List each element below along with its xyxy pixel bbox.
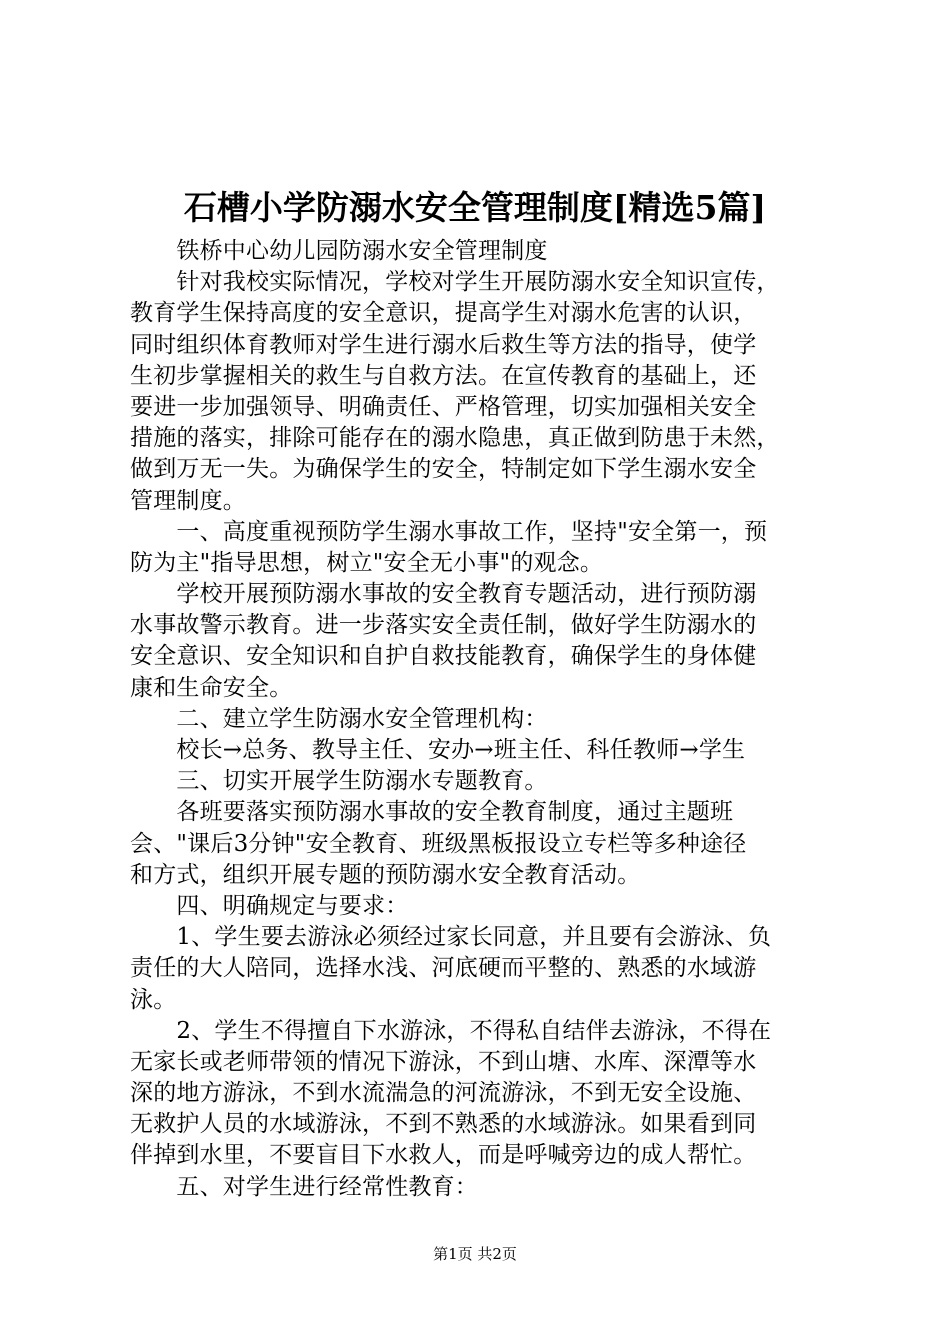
body-line: 二、建立学生防溺水安全管理机构： (130, 705, 548, 732)
body-line: 和方式，组织开展专题的预防溺水安全教育活动。 (130, 861, 641, 888)
body-line: 深的地方游泳，不到水流湍急的河流游泳，不到无安全设施、 (130, 1080, 757, 1107)
body-line: 生初步掌握相关的救生与自救方法。在宣传教育的基础上，还 (130, 362, 757, 389)
body-line: 要进一步加强领导、明确责任、严格管理，切实加强相关安全 (130, 393, 757, 420)
body-line: 2、学生不得擅自下水游泳，不得私自结伴去游泳，不得在 (130, 1017, 772, 1044)
body-line: 同时组织体育教师对学生进行溺水后救生等方法的指导，使学 (130, 331, 757, 358)
body-line: 各班要落实预防溺水事故的安全教育制度，通过主题班 (130, 799, 734, 826)
body-line: 无家长或老师带领的情况下游泳，不到山塘、水库、深潭等水 (130, 1048, 757, 1075)
body-line: 教育学生保持高度的安全意识，提高学生对溺水危害的认识， (130, 300, 757, 327)
document-body (130, 236, 830, 1203)
body-line: 管理制度。 (130, 487, 246, 514)
body-line: 四、明确规定与要求： (130, 892, 409, 919)
body-line: 五、对学生进行经常性教育： (130, 1173, 478, 1200)
body-line: 康和生命安全。 (130, 674, 293, 701)
body-line: 伴掉到水里，不要盲目下水救人，而是呼喊旁边的成人帮忙。 (130, 1142, 757, 1169)
body-line: 校长→总务、教导主任、安办→班主任、科任教师→学生 (130, 737, 746, 763)
body-line: 会、"课后3分钟"安全教育、班级黑板报设立专栏等多种途径 (130, 830, 747, 857)
page-footer: 第1页 共2页 (433, 1245, 517, 1263)
body-line: 1、学生要去游泳必须经过家长同意，并且要有会游泳、负 (130, 924, 772, 951)
body-line: 铁桥中心幼儿园防溺水安全管理制度 (130, 238, 548, 264)
body-line: 学校开展预防溺水事故的安全教育专题活动，进行预防溺 (130, 581, 757, 608)
body-line: 泳。 (130, 986, 177, 1013)
body-line: 措施的落实，排除可能存在的溺水隐患，真正做到防患于未然， (130, 425, 780, 452)
body-line: 无救护人员的水域游泳，不到不熟悉的水域游泳。如果看到同 (130, 1111, 757, 1138)
body-line: 做到万无一失。为确保学生的安全，特制定如下学生溺水安全 (130, 456, 757, 483)
body-line: 防为主"指导思想，树立"安全无小事"的观念。 (130, 549, 604, 576)
body-line: 一、高度重视预防学生溺水事故工作，坚持"安全第一，预 (130, 518, 768, 545)
body-line: 三、切实开展学生防溺水专题教育。 (130, 768, 548, 795)
body-line: 水事故警示教育。进一步落实安全责任制，做好学生防溺水的 (130, 612, 757, 639)
body-line: 针对我校实际情况，学校对学生开展防溺水安全知识宣传， (130, 269, 780, 296)
body-line: 安全意识、安全知识和自护自救技能教育，确保学生的身体健 (130, 643, 757, 670)
body-line: 责任的大人陪同，选择水浅、河底硬而平整的、熟悉的水域游 (130, 955, 757, 982)
document-title: 石槽小学防溺水安全管理制度[精选5篇] (183, 188, 767, 227)
